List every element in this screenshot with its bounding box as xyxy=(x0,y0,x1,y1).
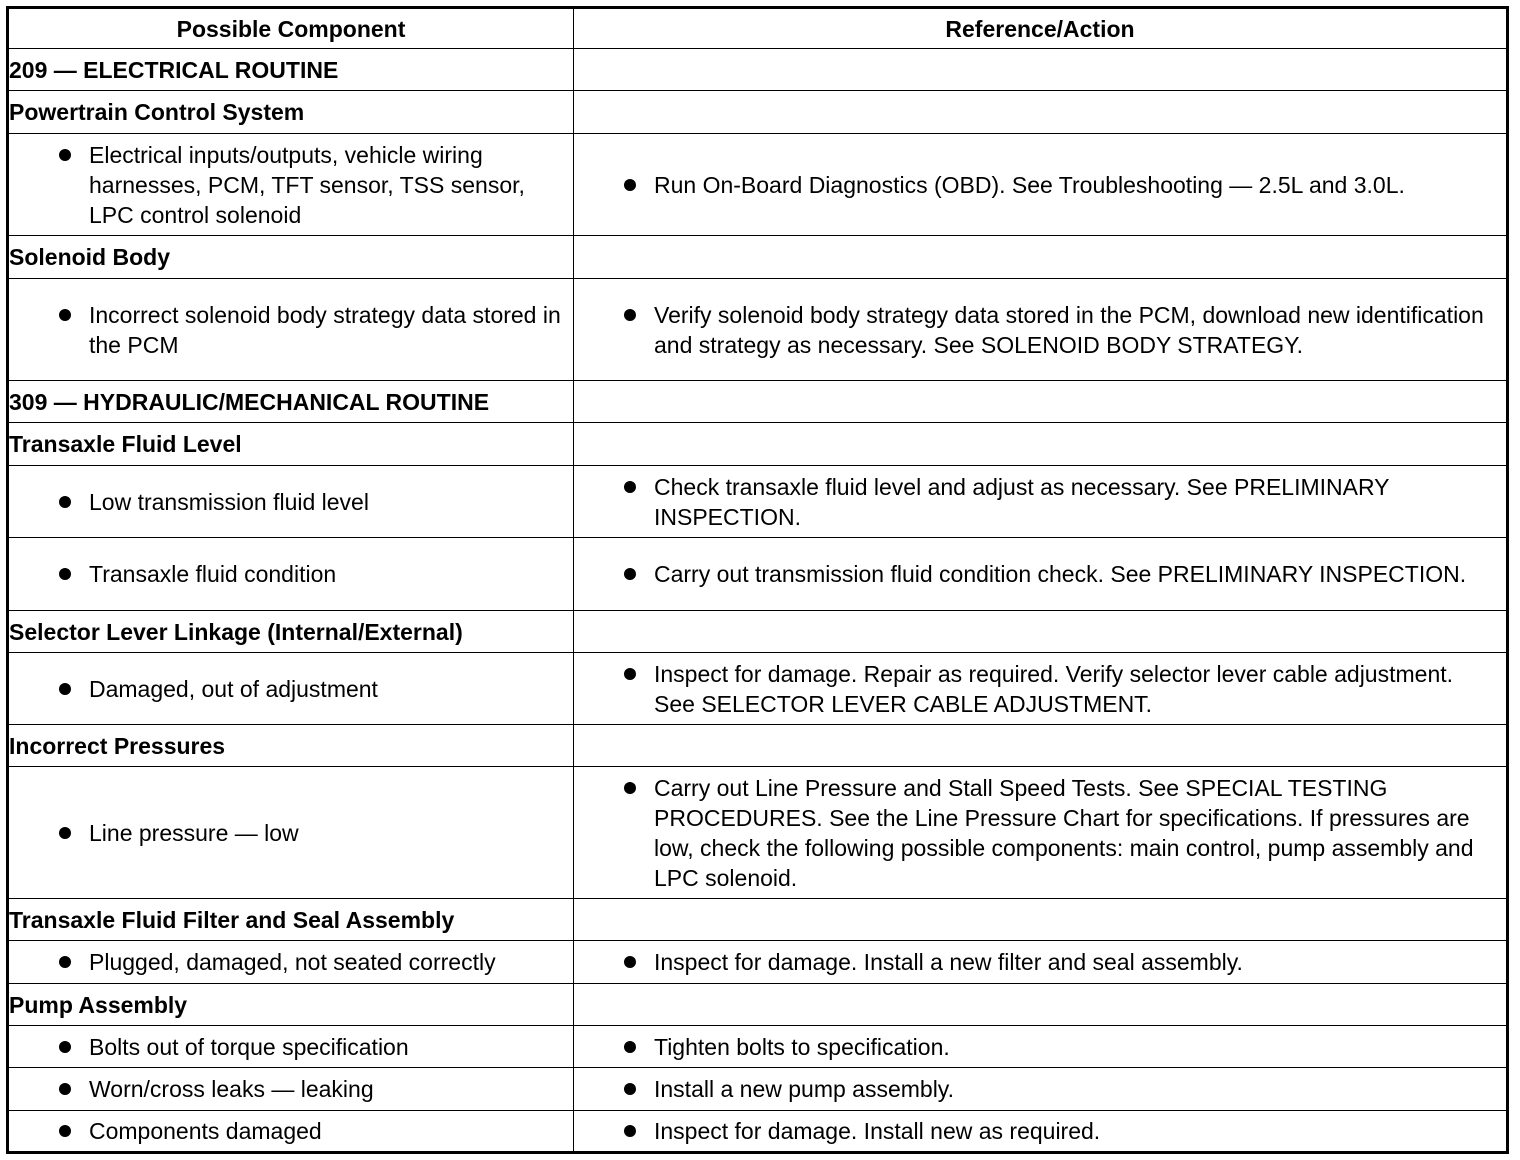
bullet-icon xyxy=(59,496,71,508)
bullet-icon xyxy=(624,309,636,321)
table-row xyxy=(8,653,1508,725)
bullet-icon xyxy=(59,149,71,161)
action-text: Verify solenoid body strategy data stored in the PCM, download new identification and strategy as necessary. See SOLENOID BODY STRATEGY. xyxy=(654,301,1484,358)
section-row xyxy=(8,725,1508,767)
action-cell xyxy=(574,653,1508,725)
empty-cell xyxy=(574,423,1508,466)
bullet-item xyxy=(9,487,573,517)
action-text: Tighten bolts to specification. xyxy=(654,1033,950,1060)
action-cell xyxy=(574,1111,1508,1153)
component-text: Damaged, out of adjustment xyxy=(89,675,378,702)
action-text: Inspect for damage. Repair as required. Verify selector lever cable adjustment. See SELECTOR LEVER CABLE ADJUSTMENT. xyxy=(654,660,1454,717)
section-row xyxy=(8,381,1508,423)
section-row xyxy=(8,423,1508,466)
component-cell xyxy=(8,941,574,984)
bullet-item xyxy=(574,947,1506,977)
bullet-item xyxy=(9,140,573,230)
component-text: Electrical inputs/outputs, vehicle wiring harnesses, PCM, TFT sensor, TSS sensor, LPC control solenoid xyxy=(89,141,525,228)
section-row xyxy=(8,899,1508,941)
table-row xyxy=(8,1026,1508,1068)
action-cell xyxy=(574,538,1508,611)
bullet-item xyxy=(574,300,1506,360)
component-cell xyxy=(8,134,574,236)
bullet-item xyxy=(9,1116,573,1146)
bullet-item xyxy=(574,1074,1506,1104)
component-text: Incorrect solenoid body strategy data stored in the PCM xyxy=(89,301,561,358)
bullet-icon xyxy=(59,683,71,695)
bullet-item xyxy=(574,1032,1506,1062)
action-text: Run On-Board Diagnostics (OBD). See Troubleshooting — 2.5L and 3.0L. xyxy=(654,171,1405,198)
bullet-item xyxy=(9,674,573,704)
empty-cell xyxy=(574,236,1508,279)
bullet-item xyxy=(9,1032,573,1062)
section-heading: 309 — HYDRAULIC/MECHANICAL ROUTINE xyxy=(8,381,574,423)
section-heading: Powertrain Control System xyxy=(8,91,574,134)
component-text: Worn/cross leaks — leaking xyxy=(89,1076,374,1102)
bullet-icon xyxy=(624,179,636,191)
section-heading: Transaxle Fluid Level xyxy=(8,423,574,466)
action-text: Inspect for damage. Install new as required. xyxy=(654,1118,1101,1144)
action-text: Carry out transmission fluid condition check. See PRELIMINARY INSPECTION. xyxy=(654,561,1467,587)
bullet-item xyxy=(574,1116,1506,1146)
action-cell xyxy=(574,767,1508,899)
section-heading: Selector Lever Linkage (Internal/External) xyxy=(8,611,574,653)
table-row xyxy=(8,538,1508,611)
bullet-icon xyxy=(59,309,71,321)
table-row xyxy=(8,941,1508,984)
bullet-item xyxy=(9,818,573,848)
action-cell xyxy=(574,134,1508,236)
header-possible-component: Possible Component xyxy=(8,8,574,49)
bullet-icon xyxy=(624,782,636,794)
section-heading: 209 — ELECTRICAL ROUTINE xyxy=(8,49,574,91)
bullet-icon xyxy=(624,668,636,680)
table-row xyxy=(8,466,1508,538)
bullet-item xyxy=(574,773,1506,893)
component-cell xyxy=(8,538,574,611)
action-text: Install a new pump assembly. xyxy=(654,1076,954,1102)
bullet-icon xyxy=(624,956,636,968)
action-cell xyxy=(574,466,1508,538)
component-cell xyxy=(8,653,574,725)
bullet-item xyxy=(9,1074,573,1104)
component-text: Components damaged xyxy=(89,1118,322,1144)
table-row xyxy=(8,767,1508,899)
empty-cell xyxy=(574,91,1508,134)
bullet-item xyxy=(574,559,1506,589)
component-text: Low transmission fluid level xyxy=(89,488,369,515)
table-body xyxy=(8,49,1508,1153)
bullet-item xyxy=(574,472,1506,532)
component-cell xyxy=(8,767,574,899)
bullet-icon xyxy=(59,568,71,580)
header-reference-action: Reference/Action xyxy=(574,8,1508,49)
table-header-row xyxy=(8,8,1508,49)
table-row xyxy=(8,134,1508,236)
section-row xyxy=(8,984,1508,1026)
action-cell xyxy=(574,1068,1508,1111)
section-heading: Incorrect Pressures xyxy=(8,725,574,767)
bullet-icon xyxy=(59,827,71,839)
table-row xyxy=(8,279,1508,381)
section-row xyxy=(8,91,1508,134)
bullet-icon xyxy=(624,481,636,493)
bullet-icon xyxy=(624,568,636,580)
empty-cell xyxy=(574,725,1508,767)
action-cell xyxy=(574,279,1508,381)
component-text: Transaxle fluid condition xyxy=(89,561,337,587)
diagnostic-table xyxy=(6,6,1509,1154)
bullet-item xyxy=(574,170,1506,200)
bullet-item xyxy=(9,559,573,589)
empty-cell xyxy=(574,611,1508,653)
bullet-icon xyxy=(59,956,71,968)
empty-cell xyxy=(574,49,1508,91)
bullet-icon xyxy=(624,1083,636,1095)
table-row xyxy=(8,1111,1508,1153)
section-row xyxy=(8,49,1508,91)
component-text: Line pressure — low xyxy=(89,819,299,846)
empty-cell xyxy=(574,984,1508,1026)
section-heading: Solenoid Body xyxy=(8,236,574,279)
component-text: Bolts out of torque specification xyxy=(89,1033,409,1060)
action-text: Check transaxle fluid level and adjust as necessary. See PRELIMINARY INSPECTION. xyxy=(654,473,1390,530)
component-cell xyxy=(8,1111,574,1153)
bullet-icon xyxy=(624,1125,636,1137)
component-cell xyxy=(8,1026,574,1068)
empty-cell xyxy=(574,381,1508,423)
bullet-icon xyxy=(59,1083,71,1095)
section-heading: Transaxle Fluid Filter and Seal Assembly xyxy=(8,899,574,941)
component-text: Plugged, damaged, not seated correctly xyxy=(89,949,496,975)
section-heading: Pump Assembly xyxy=(8,984,574,1026)
bullet-item xyxy=(574,659,1506,719)
component-cell xyxy=(8,466,574,538)
component-cell xyxy=(8,279,574,381)
bullet-icon xyxy=(624,1041,636,1053)
empty-cell xyxy=(574,899,1508,941)
action-cell xyxy=(574,1026,1508,1068)
action-cell xyxy=(574,941,1508,984)
bullet-icon xyxy=(59,1125,71,1137)
action-text: Carry out Line Pressure and Stall Speed Tests. See SPECIAL TESTING PROCEDURES. See the Line Pressure Chart for specifications. If pressures are low, check the following possible components: main control, pump assembly and LPC solenoid. xyxy=(654,774,1474,891)
section-row xyxy=(8,236,1508,279)
bullet-item xyxy=(9,300,573,360)
bullet-icon xyxy=(59,1041,71,1053)
component-cell xyxy=(8,1068,574,1111)
table-row xyxy=(8,1068,1508,1111)
action-text: Inspect for damage. Install a new filter and seal assembly. xyxy=(654,949,1243,975)
section-row xyxy=(8,611,1508,653)
bullet-item xyxy=(9,947,573,977)
